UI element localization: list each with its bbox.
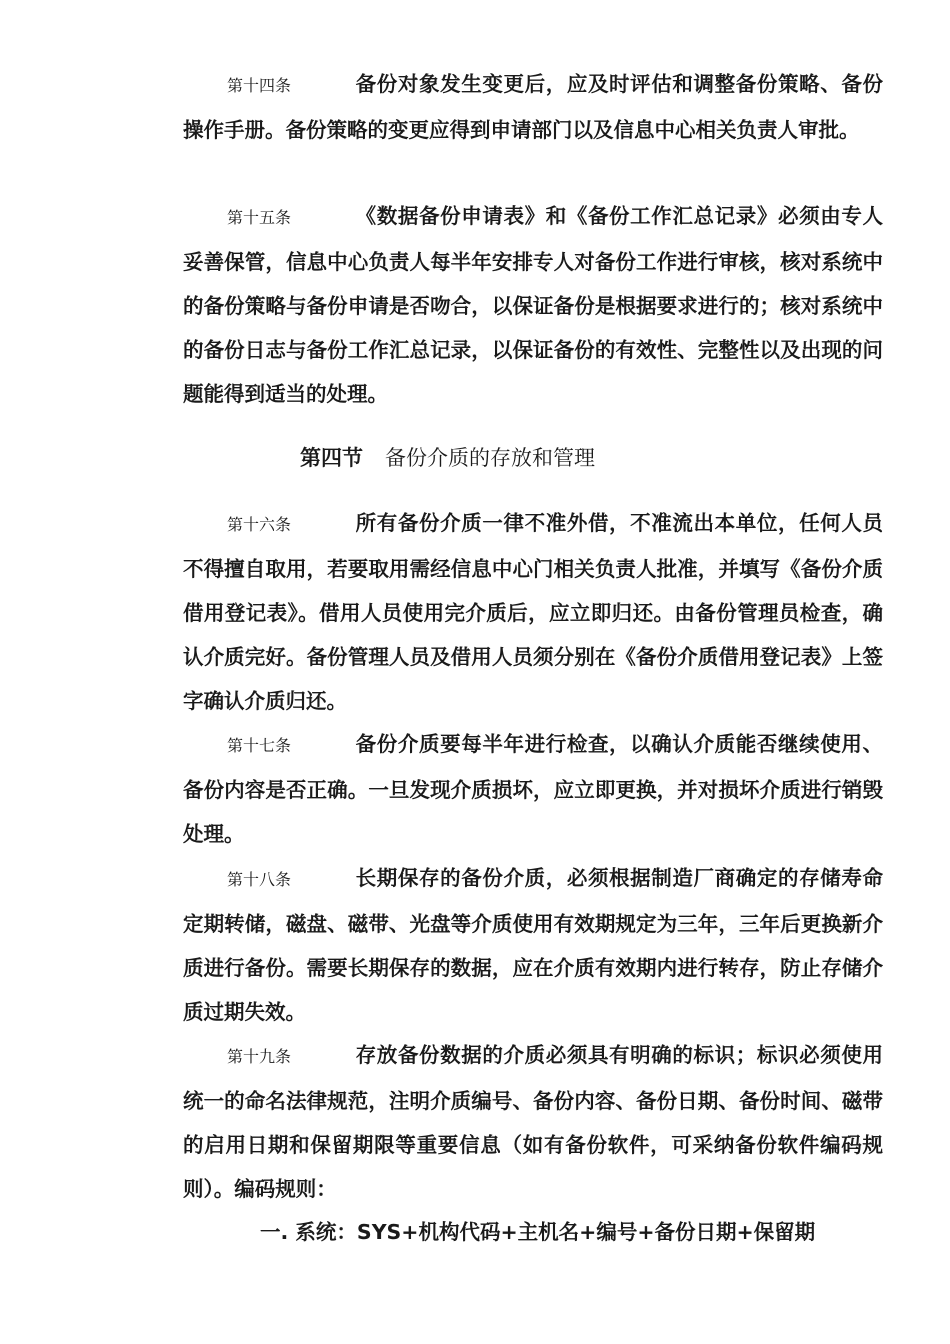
article-text: 《数据备份申请表》和《备份工作汇总记录》必须由专人妥善保管，信息中心负责人每半年安排专人对备份工作进行审核，核对系统中的备份策略与备份申请是否吻合，以保证备份是根据要求进行的；核对系统中的备份日志与备份工作汇总记录，以保证备份的有效性、完整性以及出现的问题能得到适当的处理。 bbox=[183, 204, 883, 406]
article-text: 所有备份介质一律不准外借，不准流出本单位，任何人员不得擅自取用，若要取用需经信息中心门相关负责人批准，并填写《备份介质借用登记表》。借用人员使用完介质后，应立即归还。由备份管理员检查，确认介质完好。备份管理人员及借用人员须分别在《备份介质借用登记表》上签字确认介质归还。 bbox=[183, 511, 883, 713]
section-title: 备份介质的存放和管理 bbox=[385, 446, 595, 470]
section-heading bbox=[300, 438, 595, 478]
article-label: 第十六条 bbox=[227, 515, 292, 534]
article-label: 第十五条 bbox=[227, 208, 292, 227]
article-text: 备份对象发生变更后，应及时评估和调整备份策略、备份操作手册。备份策略的变更应得到申请部门以及信息中心相关负责人审批。 bbox=[183, 72, 883, 142]
article-label: 第十七条 bbox=[227, 736, 292, 755]
article-19 bbox=[183, 1033, 883, 1211]
article-label: 第十九条 bbox=[227, 1047, 292, 1066]
article-text: 长期保存的备份介质，必须根据制造厂商确定的存储寿命定期转储，磁盘、磁带、光盘等介质使用有效期规定为三年，三年后更换新介质进行备份。需要长期保存的数据，应在介质有效期内进行转存，防止存储介质过期失效。 bbox=[183, 866, 883, 1024]
article-16 bbox=[183, 501, 883, 723]
article-17 bbox=[183, 722, 883, 856]
article-14 bbox=[183, 62, 883, 152]
list-item: 一. 系统：SYS+机构代码+主机名+编号+备份日期+保留期 bbox=[260, 1220, 816, 1244]
article-label: 第十四条 bbox=[227, 76, 292, 95]
article-15 bbox=[183, 194, 883, 416]
article-label: 第十八条 bbox=[227, 870, 292, 889]
article-18 bbox=[183, 856, 883, 1034]
section-number: 第四节 bbox=[300, 446, 363, 470]
article-text: 备份介质要每半年进行检查，以确认介质能否继续使用、备份内容是否正确。一旦发现介质损坏，应立即更换，并对损坏介质进行销毁处理。 bbox=[183, 732, 883, 846]
article-text: 存放备份数据的介质必须具有明确的标识；标识必须使用统一的命名法律规范，注明介质编号、备份内容、备份日期、备份时间、磁带的启用日期和保留期限等重要信息（如有备份软件，可采纳备份软件编码规则）。编码规则： bbox=[183, 1043, 883, 1201]
